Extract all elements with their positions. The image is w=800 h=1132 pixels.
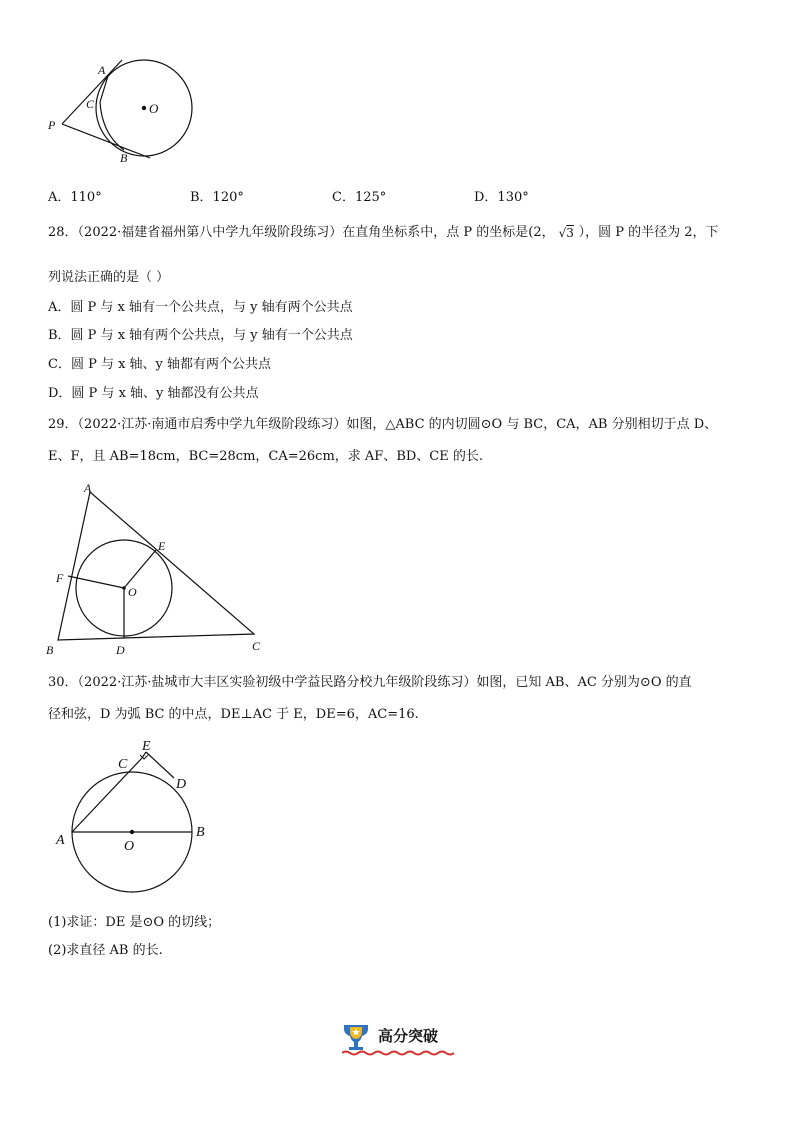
label-B: B bbox=[196, 825, 205, 840]
wave-decoration-icon bbox=[342, 1050, 454, 1056]
label-O: O bbox=[124, 839, 135, 854]
label-O: O bbox=[128, 585, 137, 599]
q27-option-c: C．125° bbox=[332, 190, 387, 205]
q28-option-d: D．圆 P 与 x 轴、y 轴都没有公共点 bbox=[48, 386, 259, 401]
q30-question-line2: 径和弦，D 为弧 BC 的中点，DE⊥AC 于 E，DE=6，AC=16. bbox=[48, 707, 419, 722]
q28-question-line1: 28．（2022·福建省福州第八中学九年级阶段练习）在直角坐标系中，点 P 的坐标是(2， √3 ），圆 P 的半径为 2，下 bbox=[48, 225, 719, 240]
q30-subquestion-2: (2)求直径 AB 的长. bbox=[48, 943, 163, 958]
q29-question-line1: 29．（2022·江苏·南通市启秀中学九年级阶段练习）如图，△ABC 的内切圆⊙O 与 BC，CA，AB 分别相切于点 D、 bbox=[48, 417, 718, 432]
figure-circle-tangents bbox=[40, 50, 210, 170]
label-A: A bbox=[56, 833, 65, 848]
q29-question-line2: E、F，且 AB=18cm，BC=28cm，CA=26cm，求 AF、BD、CE 的长. bbox=[48, 449, 484, 464]
q28-option-b: B．圆 P 与 x 轴有两个公共点，与 y 轴有一个公共点 bbox=[48, 328, 353, 343]
q28-option-a: A．圆 P 与 x 轴有一个公共点，与 y 轴有两个公共点 bbox=[48, 300, 353, 315]
label-O: O bbox=[149, 101, 159, 116]
q28-question-line2: 列说法正确的是（ ） bbox=[48, 270, 170, 285]
sqrt-digit: 3 bbox=[566, 226, 574, 240]
label-B: B bbox=[120, 151, 128, 165]
logo-title: 高分突破 bbox=[378, 1027, 439, 1045]
label-F: F bbox=[56, 571, 64, 585]
q27-option-a: A．110° bbox=[48, 190, 102, 205]
q27-option-d: D．130° bbox=[474, 190, 529, 205]
q28-option-c: C．圆 P 与 x 轴、y 轴都有两个公共点 bbox=[48, 357, 272, 372]
q27-option-b: B．120° bbox=[190, 190, 244, 205]
footer-logo bbox=[338, 1020, 468, 1056]
label-C: C bbox=[118, 757, 128, 772]
label-D: D bbox=[116, 643, 125, 657]
q30-question-line1: 30．（2022·江苏·盐城市大丰区实验初级中学益民路分校九年级阶段练习）如图，已知 AB、AC 分别为⊙O 的直 bbox=[48, 675, 692, 690]
label-B: B bbox=[46, 643, 54, 657]
label-A: A bbox=[84, 481, 92, 495]
label-E: E bbox=[142, 739, 151, 754]
figure-circle-diameter bbox=[50, 736, 220, 906]
label-D: D bbox=[176, 777, 187, 792]
label-C: C bbox=[252, 639, 261, 653]
q30-subquestion-1: (1)求证：DE 是⊙O 的切线； bbox=[48, 915, 221, 930]
figure-incircle-triangle bbox=[40, 478, 280, 658]
label-P: P bbox=[48, 118, 56, 132]
label-A: A bbox=[98, 63, 106, 77]
label-C: C bbox=[86, 97, 95, 111]
label-E: E bbox=[158, 539, 166, 553]
